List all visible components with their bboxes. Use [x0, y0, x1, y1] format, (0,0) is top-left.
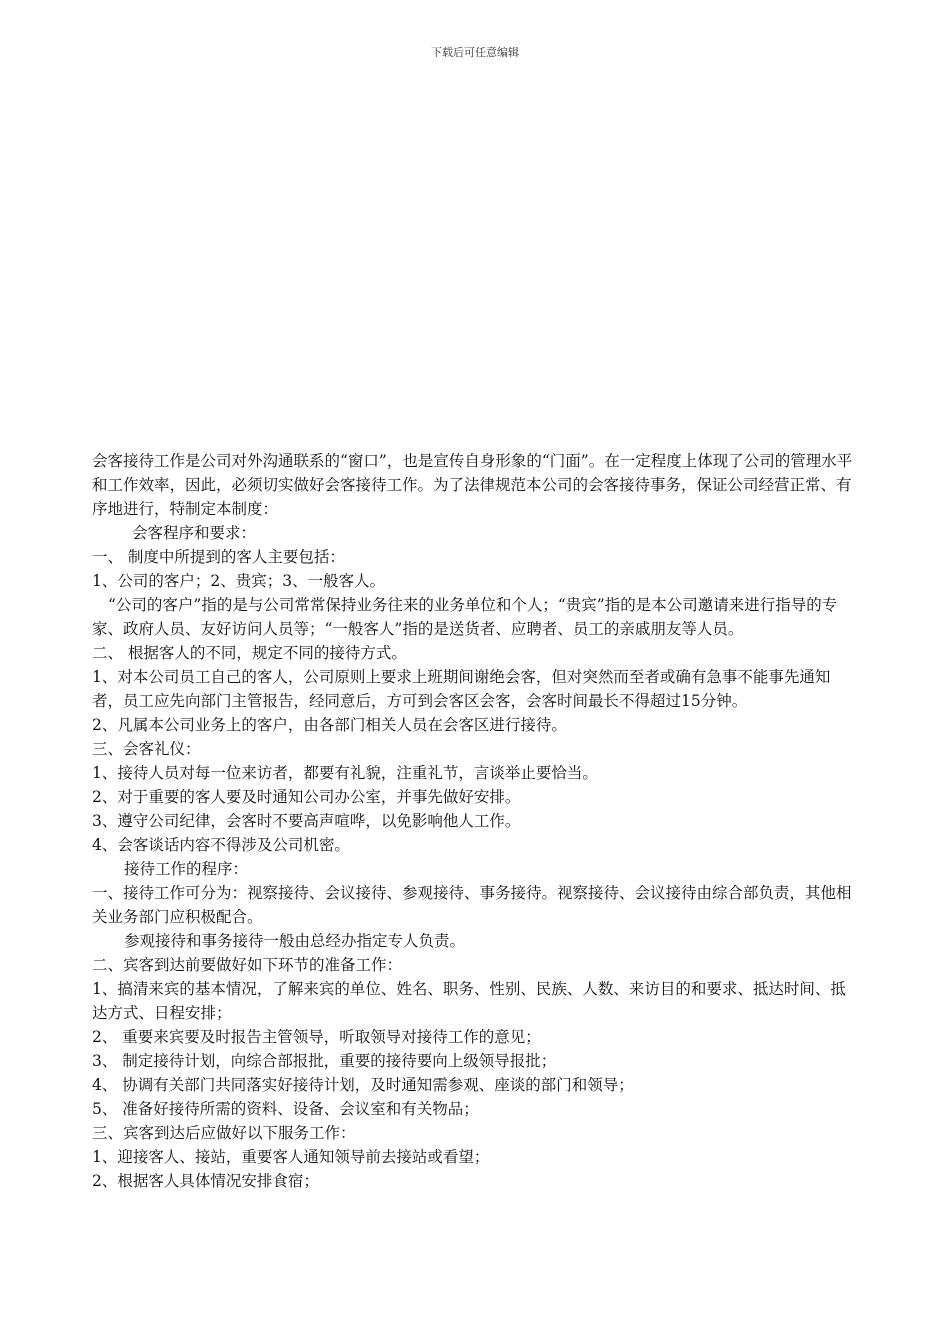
list-item: 2、凡属本公司业务上的客户，由各部门相关人员在会客区进行接待。 — [92, 716, 567, 734]
section-heading-reception-procedure: 接待工作的程序： — [124, 860, 249, 878]
definition-paragraph: “公司的客户”指的是与公司常常保持业务往来的业务单位和个人；“贵宾”指的是本公司邀请来进行指导的专家、政府人员、友好访问人员等；“一般客人”指的是送货者、应聘者、员工的亲戚朋友等人员。 — [92, 596, 838, 638]
list-item: 1、接待人员对每一位来访者，都要有礼貌，注重礼节，言谈举止要恰当。 — [92, 764, 598, 782]
list-item: 1、公司的客户；2、贵宾；3、一般客人。 — [92, 572, 386, 590]
list-item: 一、接待工作可分为：视察接待、会议接待、参观接待、事务接待。视察接待、会议接待由综合部负责，其他相关业务部门应积极配合。 — [92, 884, 852, 926]
intro-paragraph: 会客接待工作是公司对外沟通联系的“窗口”，也是宣传自身形象的“门面”。在一定程度上体现了公司的管理水平和工作效率，因此，必须切实做好会客接待工作。为了法律规范本公司的会客接待事务，保证公司经营正常、有序地进行，特制定本制度： — [92, 452, 853, 518]
list-item: 4、 协调有关部门共同落实好接待计划，及时通知需参观、座谈的部门和领导； — [92, 1076, 634, 1094]
list-item: 1、迎接客人、接站，重要客人通知领导前去接站或看望； — [92, 1148, 490, 1166]
section-heading-visitor-procedure: 会客程序和要求： — [132, 524, 257, 542]
list-item: 2、根据客人具体情况安排食宿； — [92, 1172, 319, 1190]
section-heading-2: 二、 根据客人的不同，规定不同的接待方式。 — [92, 644, 407, 662]
document-body — [92, 449, 860, 1193]
section-heading-2-prep: 二、宾客到达前要做好如下环节的准备工作： — [92, 956, 403, 974]
list-item: 1、对本公司员工自己的客人，公司原则上要求上班期间谢绝会客，但对突然而至者或确有急事不能事先通知者，员工应先向部门主管报告，经同意后，方可到会客区会客，会客时间最长不得超过15分钟。 — [92, 668, 831, 710]
list-item: 2、对于重要的客人要及时通知公司办公室，并事先做好安排。 — [92, 788, 521, 806]
page-header: 下载后可任意编辑 — [431, 46, 519, 59]
section-heading-1: 一、 制度中所提到的客人主要包括： — [92, 548, 345, 566]
list-item: 3、 制定接待计划，向综合部报批，重要的接待要向上级领导报批； — [92, 1052, 557, 1070]
list-item: 3、遵守公司纪律，会客时不要高声喧哗，以免影响他人工作。 — [92, 812, 521, 830]
list-item: 1、搞清来宾的基本情况，了解来宾的单位、姓名、职务、性别、民族、人数、来访目的和要求、抵达时间、抵达方式、日程安排； — [92, 980, 846, 1022]
section-heading-3: 三、会客礼仪： — [92, 740, 201, 758]
list-item: 2、 重要来宾要及时报告主管领导，听取领导对接待工作的意见； — [92, 1028, 541, 1046]
list-item: 4、会客谈话内容不得涉及公司机密。 — [92, 836, 350, 854]
list-item: 5、 准备好接待所需的资料、设备、会议室和有关物品； — [92, 1100, 479, 1118]
indented-paragraph: 参观接待和事务接待一般由总经办指定专人负责。 — [124, 932, 466, 950]
section-heading-3-service: 三、宾客到达后应做好以下服务工作： — [92, 1124, 356, 1142]
